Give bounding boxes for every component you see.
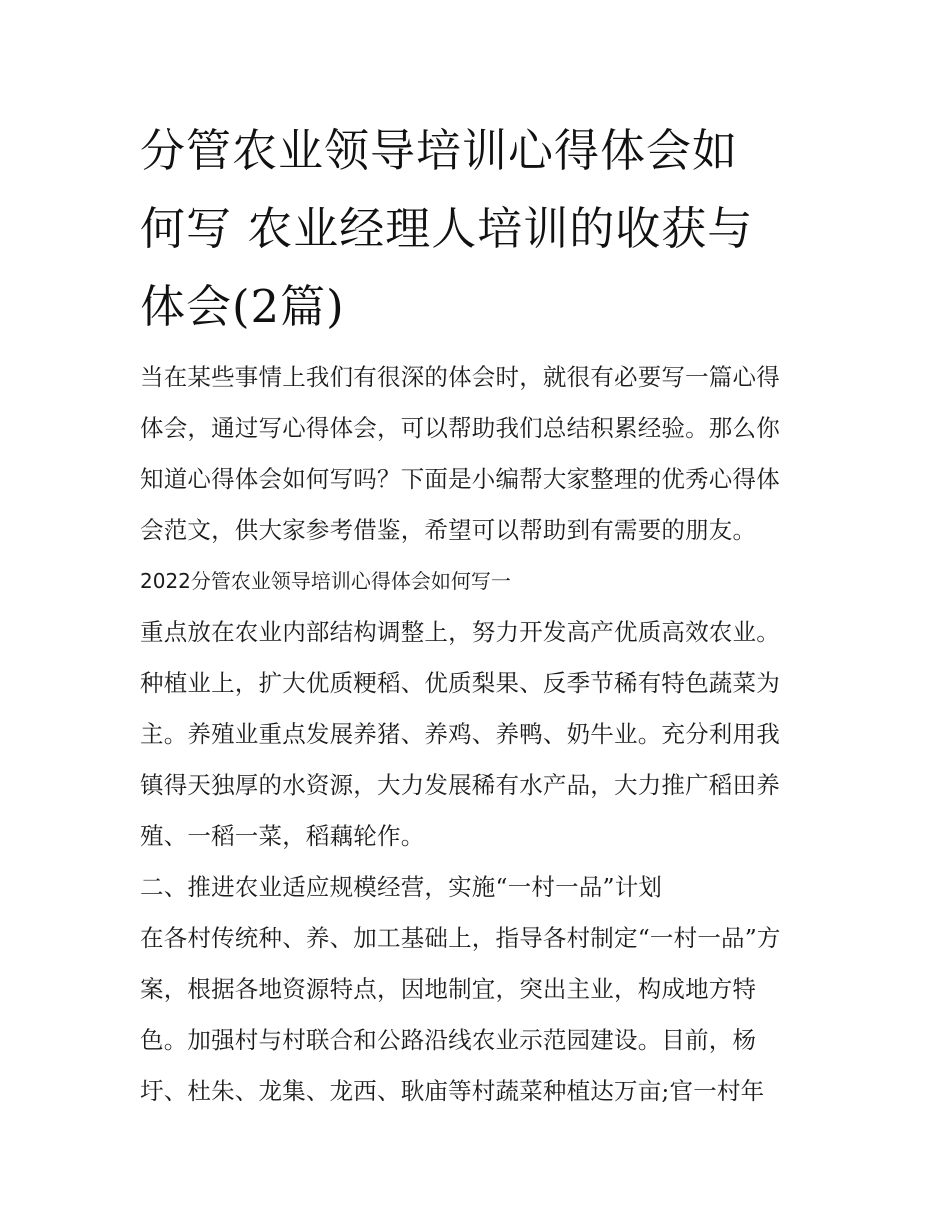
- section1-line: 殖、一稻一菜，稻藕轮作。: [140, 822, 425, 850]
- section2-line: 色。加强村与村联合和公路沿线农业示范园建设。目前，杨: [140, 1026, 757, 1054]
- intro-line: 当在某些事情上我们有很深的体会时，就很有必要写一篇心得: [140, 363, 780, 391]
- intro-line: 体会，通过写心得体会，可以帮助我们总结积累经验。那么你: [140, 414, 780, 442]
- section-heading-2: 二、推进农业适应规模经营，实施“一村一品”计划: [140, 873, 663, 901]
- section1-line: 镇得天独厚的水资源，大力发展稀有水产品，大力推广稻田养: [140, 771, 780, 799]
- section1-line: 重点放在农业内部结构调整上，努力开发高产优质高效农业。: [140, 618, 780, 646]
- section-heading-1: 2022分管农业领导培训心得体会如何写一: [140, 569, 511, 593]
- document-body: [140, 352, 820, 1117]
- title-line-1: 分管农业领导培训心得体会如: [140, 124, 739, 177]
- intro-line: 会范文，供大家参考借鉴，希望可以帮助到有需要的朋友。: [140, 516, 757, 544]
- title-line-3: 体会(2篇): [140, 280, 345, 333]
- document-title: [140, 112, 820, 346]
- section1-line: 种植业上，扩大优质粳稻、优质梨果、反季节稀有特色蔬菜为: [140, 669, 780, 697]
- section2-line: 在各村传统种、养、加工基础上，指导各村制定“一村一品”方: [140, 924, 781, 952]
- intro-line: 知道心得体会如何写吗？下面是小编帮大家整理的优秀心得体: [140, 465, 780, 493]
- title-line-2: 何写 农业经理人培训的收获与: [140, 202, 754, 255]
- section2-line: 圩、杜朱、龙集、龙西、耿庙等村蔬菜种植达万亩;官一村年: [140, 1077, 765, 1105]
- section1-line: 主。养殖业重点发展养猪、养鸡、养鸭、奶牛业。充分利用我: [140, 720, 780, 748]
- section2-line: 案，根据各地资源特点，因地制宜，突出主业，构成地方特: [140, 975, 757, 1003]
